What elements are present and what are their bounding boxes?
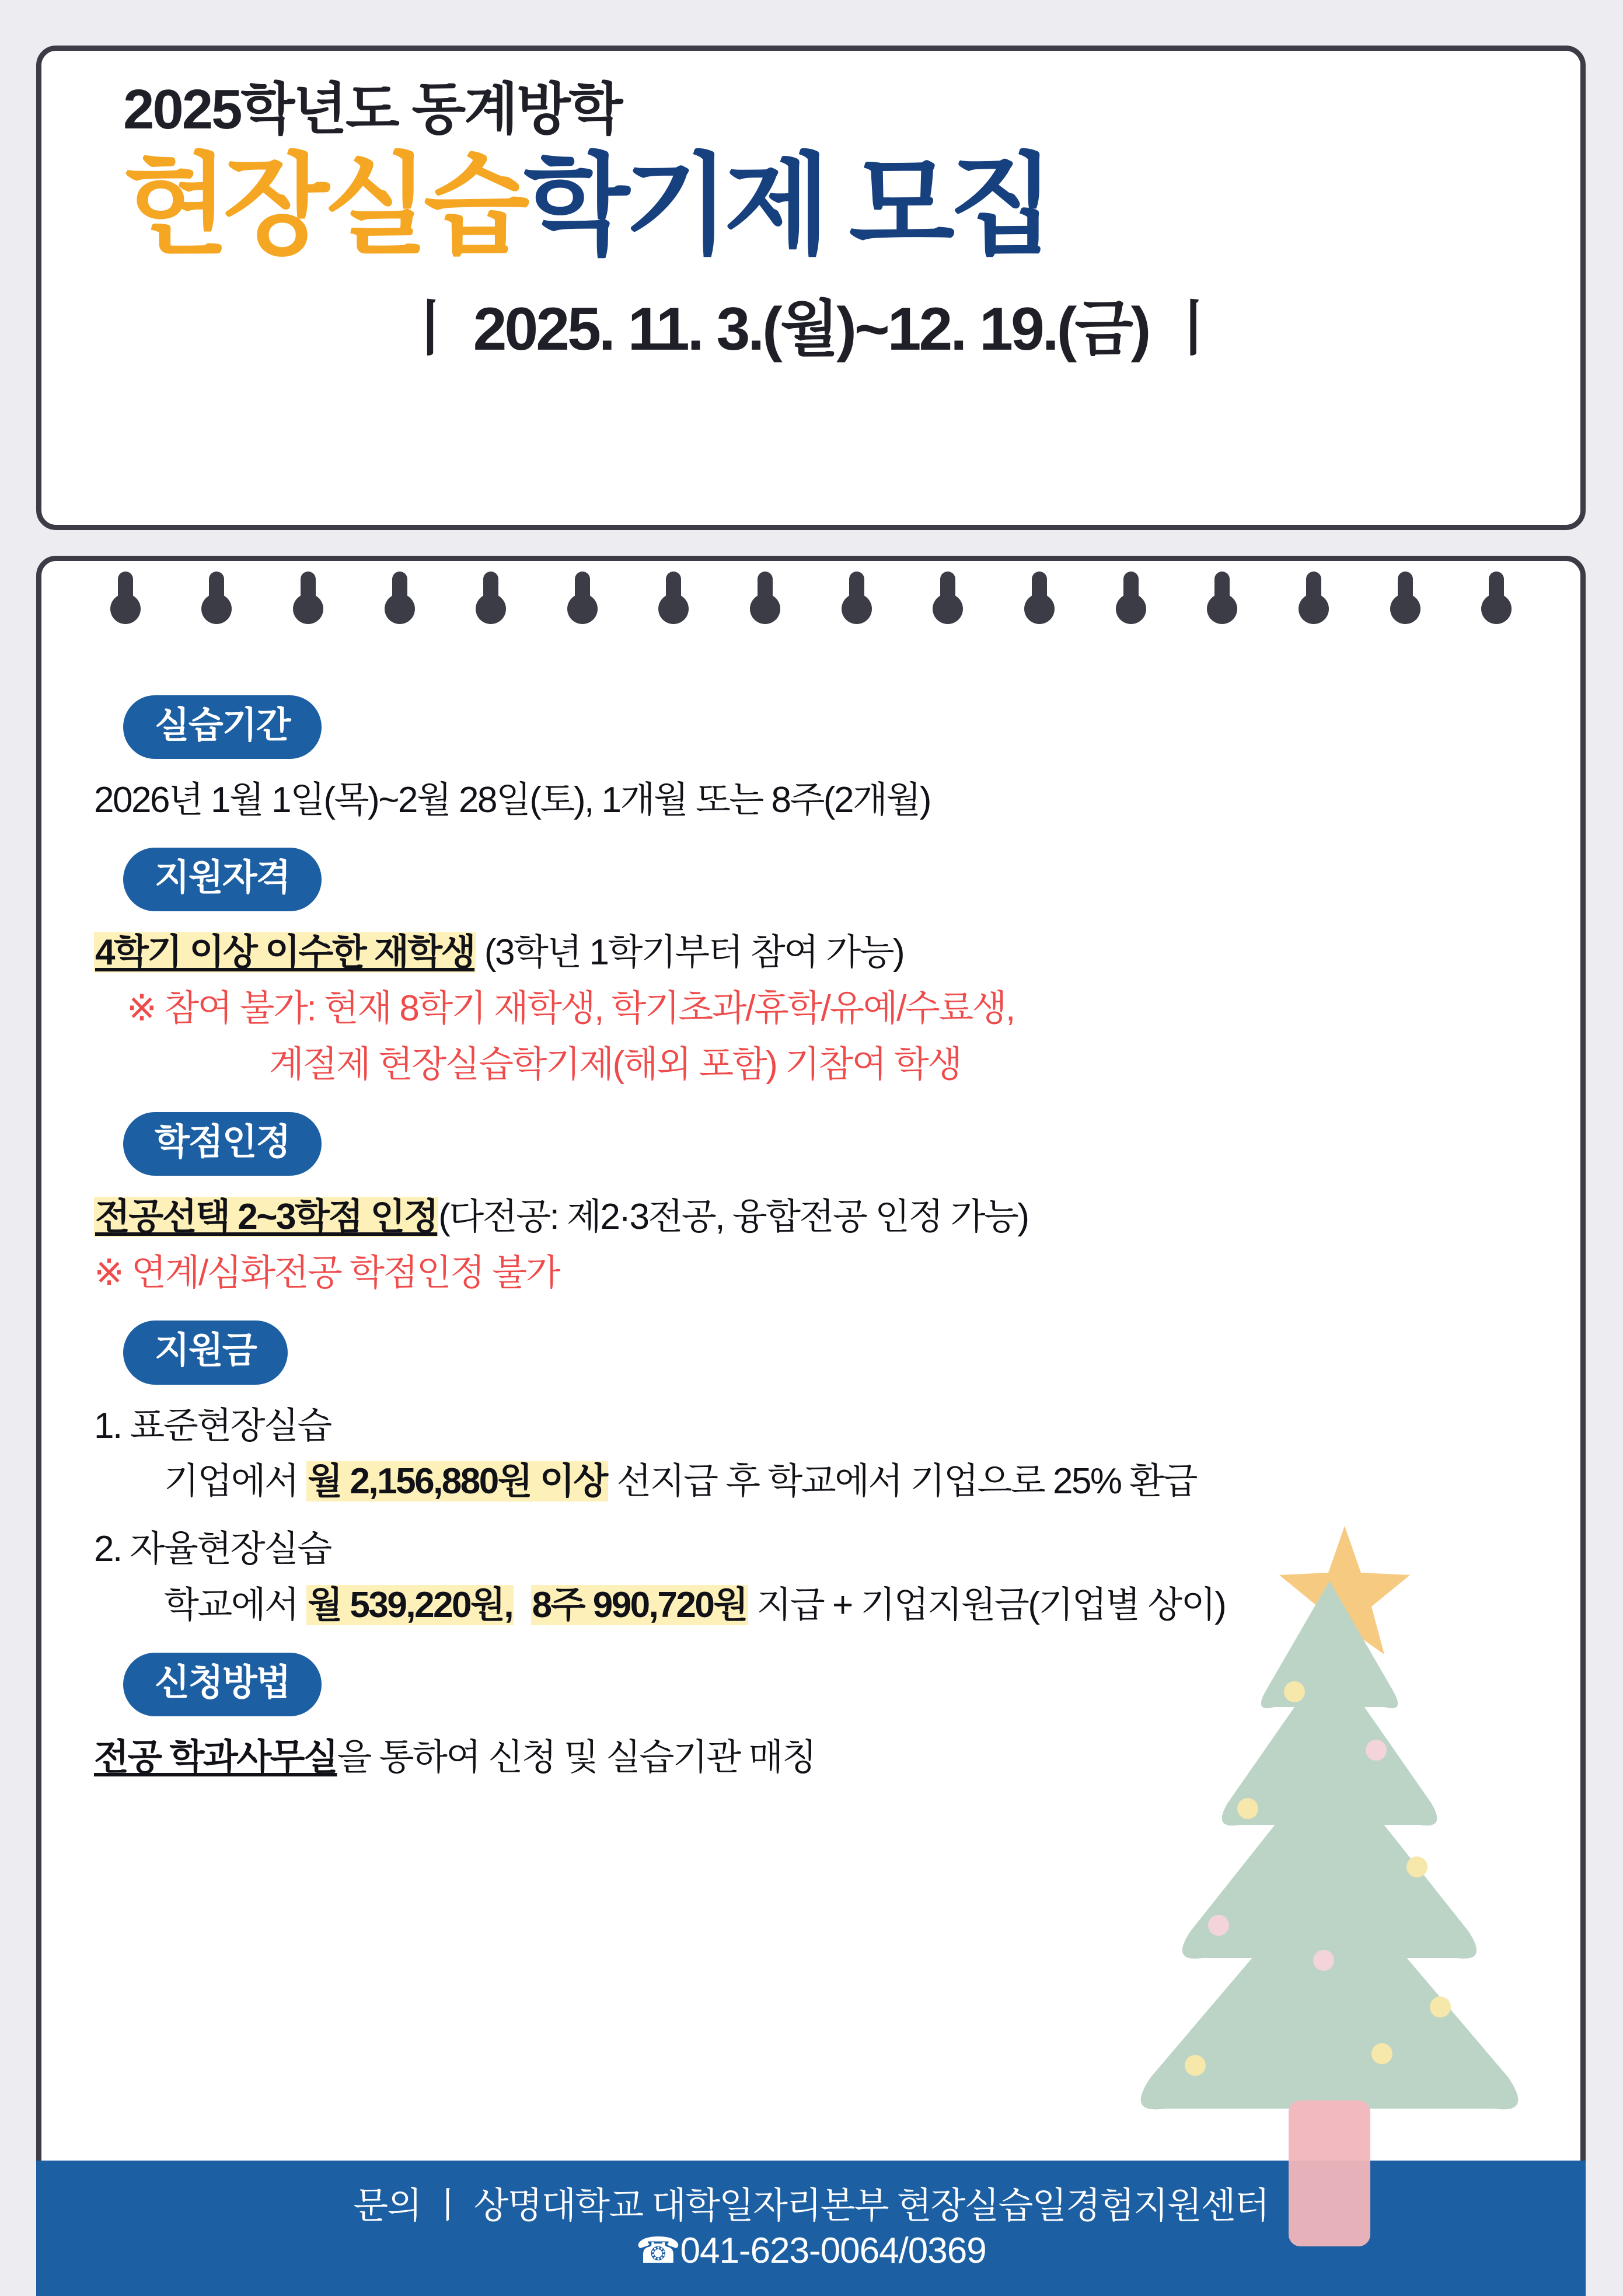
credit-note: (다전공: 제2·3전공, 융합전공 인정 가능) [438, 1197, 1028, 1238]
footer-contact-office: 문의 丨 상명대학교 대학일자리본부 현장실습일경험지원센터 [353, 2185, 1269, 2226]
footer-contact-phone: ☎041-623-0064/0369 [636, 2231, 986, 2271]
credit-main [94, 1191, 1528, 1243]
stipend-item-1-detail [94, 1455, 1528, 1508]
stipend-item-1-title: 1. 표준현장실습 [94, 1405, 331, 1446]
eligibility-main [94, 926, 1528, 979]
stipend-2-gap [514, 1585, 530, 1625]
header-kicker: 2025학년도 동계방학 [123, 78, 622, 141]
section-credit [94, 1112, 1528, 1299]
application-text [94, 1731, 1528, 1784]
header-title-navy: 학기제 모집 [523, 144, 1049, 267]
section-label-application: 신청방법 [123, 1653, 322, 1716]
body-content [41, 561, 1580, 2246]
section-practice-period [94, 695, 1528, 827]
credit-exclusion: ※ 연계/심화전공 학점인정 불가 [94, 1253, 560, 1294]
header-title [123, 144, 1545, 267]
stipend-2-amount-monthly: 월 539,220원, [308, 1585, 513, 1626]
section-label-stipend: 지원금 [123, 1321, 288, 1384]
body-card [36, 556, 1586, 2252]
eligibility-highlight: 4학기 이상 이수한 재학생 [95, 932, 475, 973]
header-date-range: 丨 2025. 11. 3.(월)~12. 19.(금) 丨 [400, 295, 1222, 364]
stipend-item-2-title: 2. 자율현장실습 [94, 1529, 331, 1570]
application-suffix: 을 통하여 신청 및 실습기관 매칭 [337, 1737, 816, 1778]
stipend-2-prefix: 학교에서 [164, 1585, 307, 1626]
section-eligibility [94, 848, 1528, 1091]
section-label-practice-period: 실습기간 [123, 695, 322, 759]
credit-highlight: 전공선택 2~3학점 인정 [95, 1197, 438, 1238]
header-card [36, 46, 1586, 530]
section-application [94, 1653, 1528, 1784]
header-inner [41, 51, 1580, 525]
section-label-credit: 학점인정 [123, 1112, 322, 1176]
eligibility-exclusion-2: 계절제 현장실습학기제(해외 포함) 기참여 학생 [269, 1044, 961, 1085]
stipend-item-2-detail [94, 1579, 1528, 1632]
eligibility-exclusion-1: ※ 참여 불가: 현재 8학기 재학생, 학기초과/휴학/유예/수료생, [127, 988, 1014, 1029]
section-label-eligibility: 지원자격 [123, 848, 322, 911]
header-title-orange: 현장실습 [123, 144, 524, 267]
stipend-1-amount: 월 2,156,880원 이상 [308, 1461, 607, 1502]
stipend-1-prefix: 기업에서 [164, 1461, 307, 1502]
stipend-2-amount-8weeks: 8주 990,720원 [532, 1585, 747, 1626]
section-stipend [94, 1321, 1528, 1632]
eligibility-note: (3학년 1학기부터 참여 가능) [476, 932, 904, 973]
practice-period-text: 2026년 1월 1일(목)~2월 28일(토), 1개월 또는 8주(2개월) [94, 780, 930, 821]
stipend-1-suffix: 선지급 후 학교에서 기업으로 25% 환급 [608, 1461, 1197, 1502]
stipend-2-suffix: 지급 + 기업지원금(기업별 상이) [748, 1585, 1226, 1626]
application-highlight: 전공 학과사무실 [94, 1737, 337, 1778]
